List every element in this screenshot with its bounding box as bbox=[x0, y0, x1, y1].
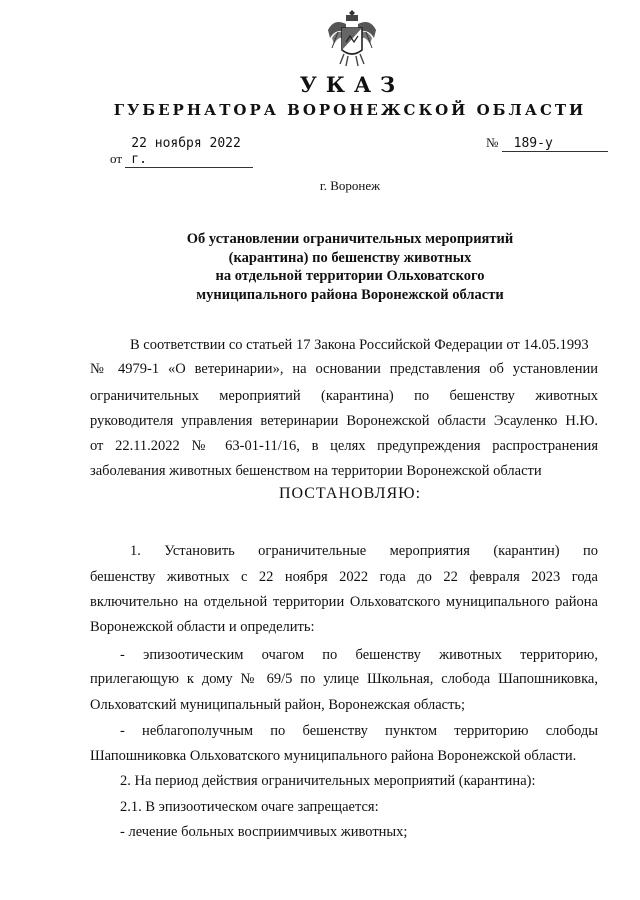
heading-line: на отдельной территории Ольховатского bbox=[215, 268, 485, 284]
number-prefix: № bbox=[486, 135, 499, 150]
body-line: прилегающую к дому № 69/5 по улице Школьная, слобода Шапошниковка, bbox=[90, 671, 598, 687]
date-prefix: от bbox=[110, 151, 123, 166]
number-value: 189-у bbox=[513, 136, 553, 151]
heading-line: муниципального района Воронежской области bbox=[196, 286, 504, 303]
body-line: 2.1. В эпизоотическом очаге запрещается: bbox=[120, 799, 379, 815]
preamble-line: заболевания животных бешенством на территории Воронежской области bbox=[90, 463, 542, 479]
number-row bbox=[486, 135, 608, 152]
preamble-line: руководителя управления ветеринарии Воронежской области Эсауленко Н.Ю. bbox=[90, 413, 598, 429]
body-line: включительно на отдельной территории Ольховатского муниципального района bbox=[90, 594, 598, 610]
decree-subtitle: ГУБЕРНАТОРА ВОРОНЕЖСКОЙ ОБЛАСТИ bbox=[113, 101, 587, 119]
coat-of-arms-emblem bbox=[326, 8, 378, 70]
body-line: Ольховатский муниципальный район, Воронежская область; bbox=[90, 697, 466, 713]
body-line: Шапошниковка Ольховатского муниципального района Воронежской области. bbox=[90, 748, 577, 764]
decree-word: ПОСТАНОВЛЯЮ: bbox=[278, 485, 422, 502]
body-line: - эпизоотическим очагом по бешенству животных территорию, bbox=[120, 647, 598, 663]
date-value: 22 ноября 2022 г. bbox=[131, 136, 241, 167]
city-name: г. Воронеж bbox=[319, 178, 381, 193]
number-field bbox=[502, 135, 608, 152]
body-line: 2. На период действия ограничительных мероприятий (карантина): bbox=[120, 773, 536, 789]
body-line: 1. Установить ограничительные мероприятия (карантин) по bbox=[130, 543, 598, 559]
body-line: Воронежской области и определить: bbox=[90, 619, 315, 635]
document-heading bbox=[130, 230, 570, 304]
preamble-line: В соответствии со статьей 17 Закона Российской Федерации от 14.05.1993 bbox=[130, 337, 589, 353]
body-line: бешенству животных с 22 ноября 2022 года до 22 февраля 2023 года bbox=[90, 569, 598, 585]
preamble-line: от 22.11.2022 № 63-01-11/16, в целях предупреждения распространения bbox=[90, 438, 598, 454]
date-field bbox=[125, 135, 253, 168]
body-line: - лечение больных восприимчивых животных; bbox=[120, 824, 408, 840]
heading-line: (карантина) по бешенству животных bbox=[228, 249, 472, 266]
heading-line: Об установлении ограничительных мероприятий bbox=[186, 231, 514, 247]
date-row bbox=[110, 135, 253, 168]
decree-title: УКАЗ bbox=[299, 72, 405, 97]
preamble-line: ограничительных мероприятий (карантина) по бешенству животных bbox=[90, 388, 598, 404]
preamble-line: № 4979-1 «О ветеринарии», на основании представления об установлении bbox=[90, 361, 598, 377]
body-line: - неблагополучным по бешенству пунктом территорию слободы bbox=[120, 723, 598, 739]
